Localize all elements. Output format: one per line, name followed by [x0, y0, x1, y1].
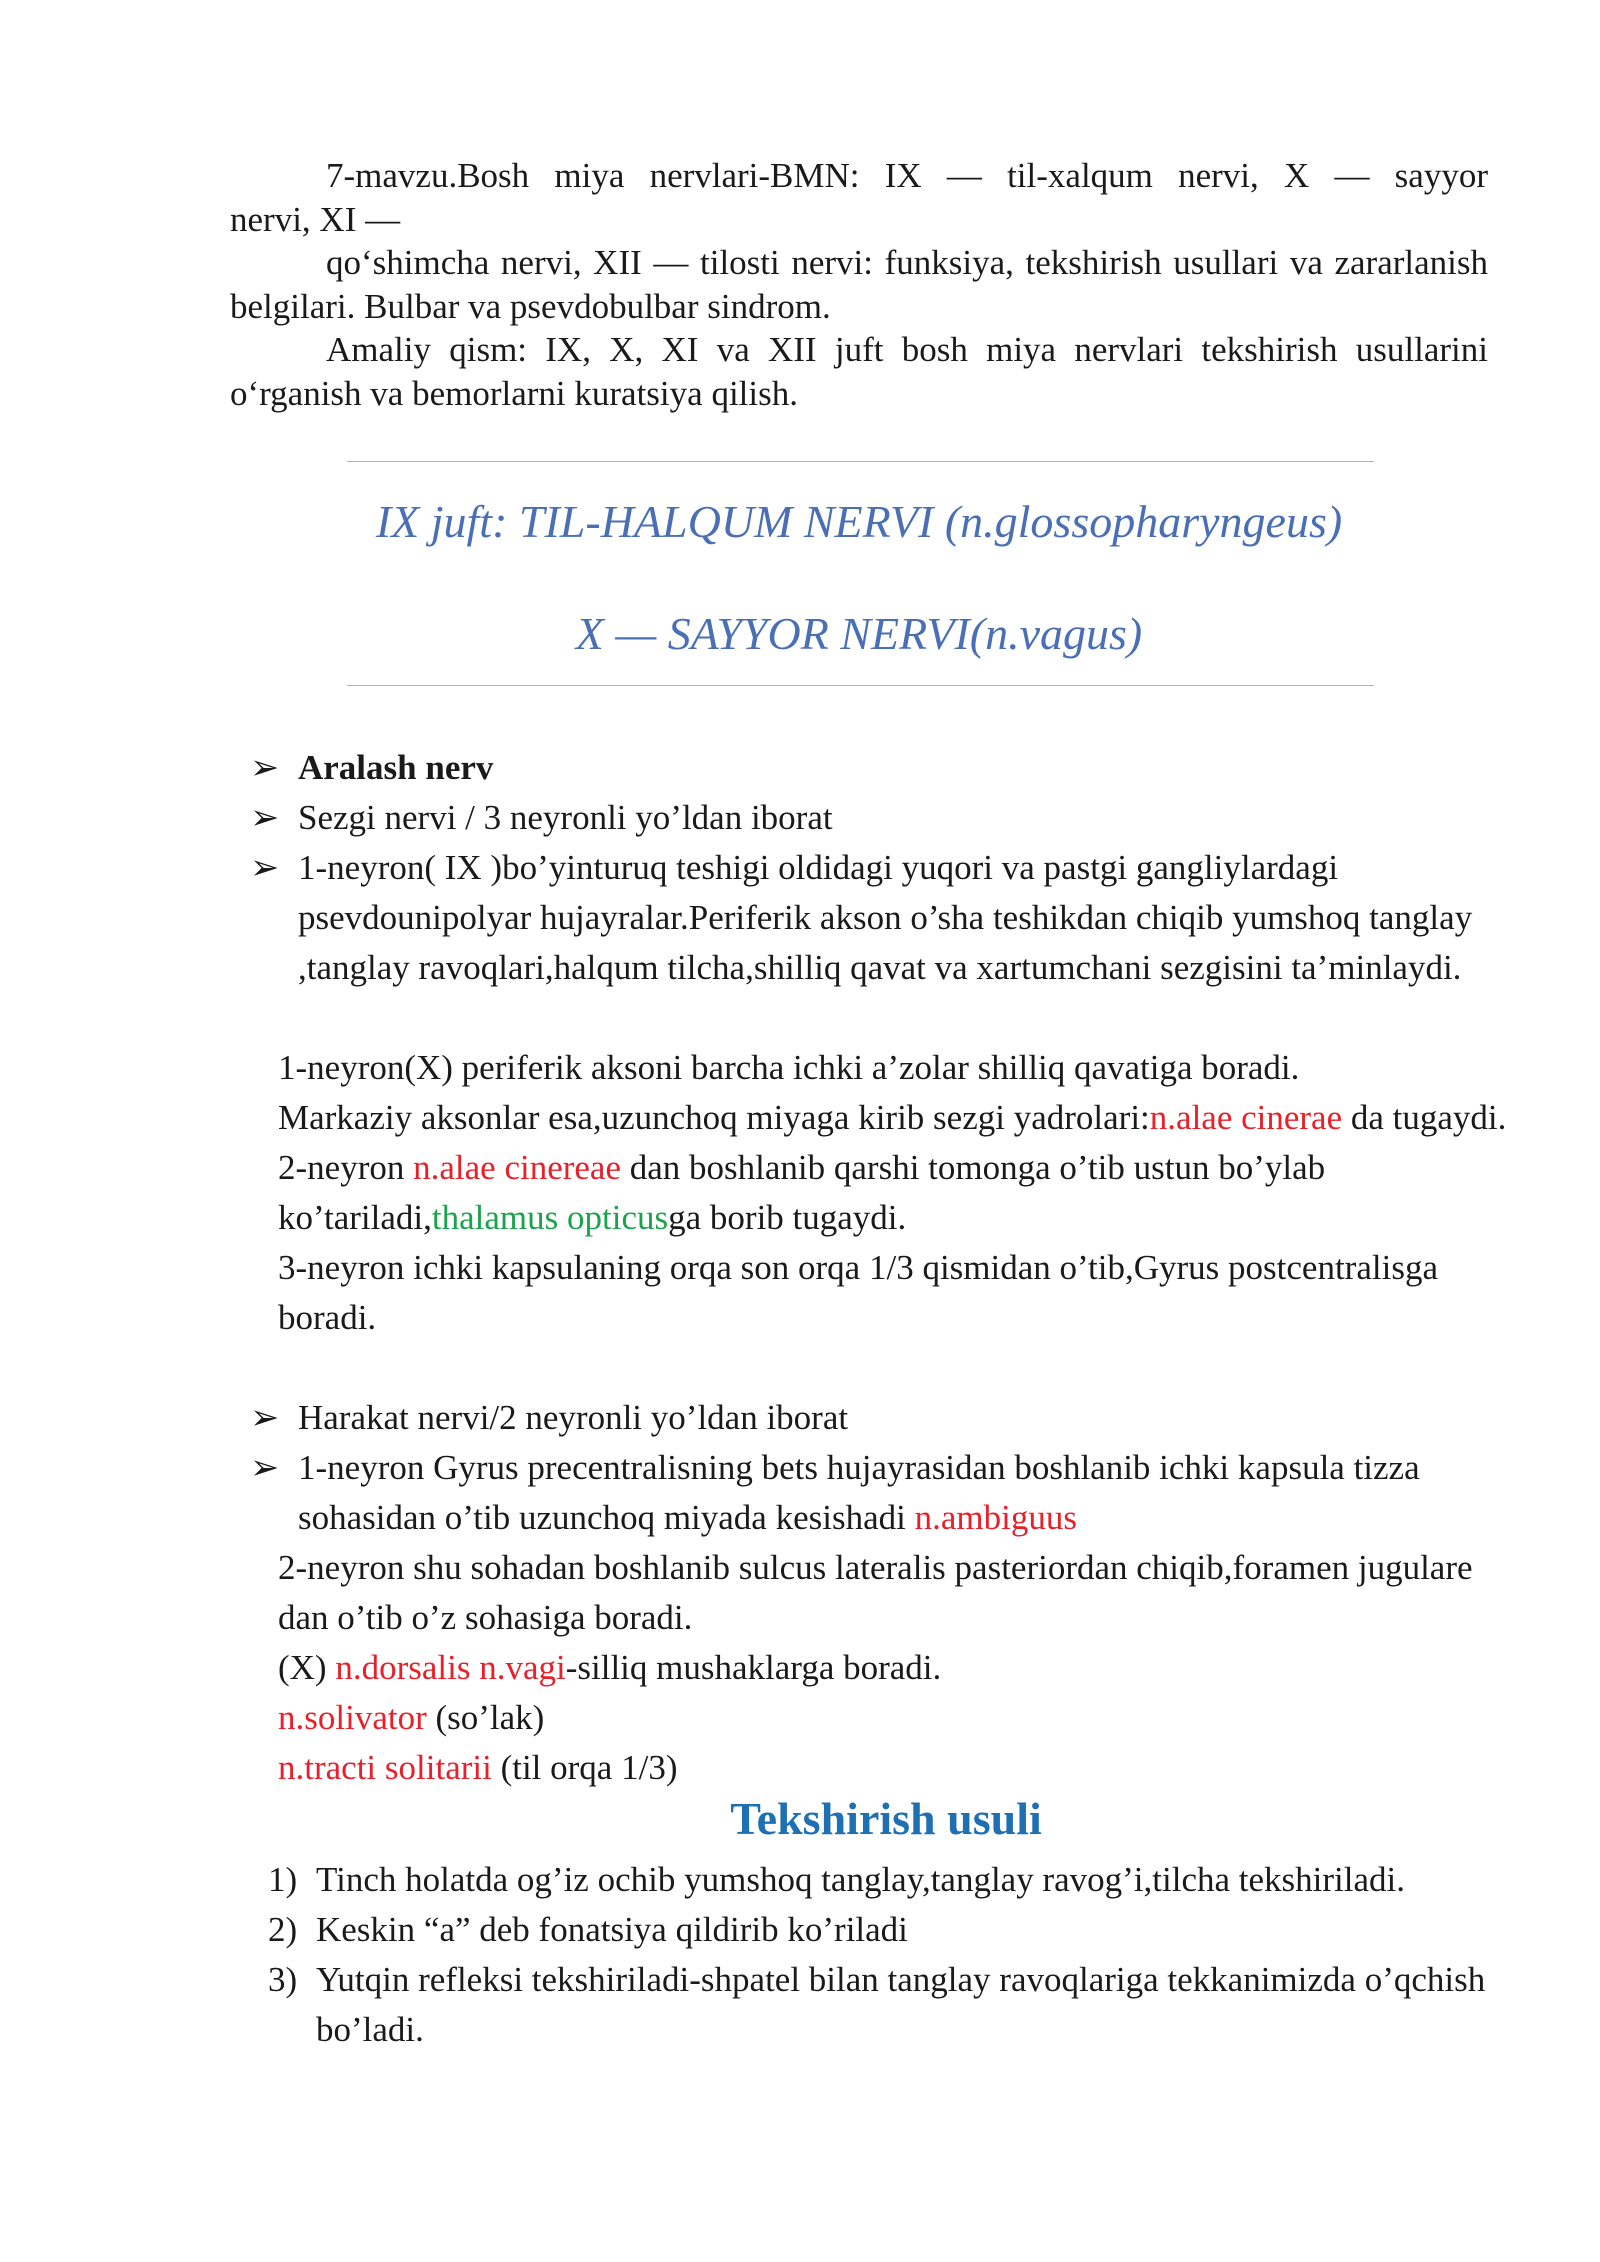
arrow-bullet-icon: ➢: [250, 1448, 280, 1487]
arrow-bullet-icon: ➢: [250, 848, 280, 887]
intro-paragraph-1: 7-mavzu.Bosh miya nervlari-BMN: IX — til-xalqum nervi, X — sayyor: [326, 156, 1488, 195]
heading-ix: IX juft: TIL-HALQUM NERVI (n.glossopharyngeus): [375, 496, 1343, 547]
list-item: [250, 1393, 1510, 1443]
list-item: [250, 793, 1510, 843]
motor-line-3: n.solivator (so’lak): [278, 1698, 545, 1737]
list-number: 3): [268, 1960, 298, 1999]
bottom-divider: [347, 685, 1374, 686]
top-divider: [347, 461, 1374, 462]
list-item: [268, 1905, 1528, 1955]
method-item-text: Yutqin refleksi tekshiriladi-shpatel bilan tanglay ravoqlariga tekkanimizda o’qchish bo’ladi.: [316, 1960, 1486, 2049]
method-item-text: Keskin “a” deb fonatsiya qildirib ko’riladi: [316, 1910, 908, 1949]
term-solivator: n.solivator: [278, 1698, 427, 1737]
heading-x: X — SAYYOR NERVI(n.vagus): [575, 608, 1143, 659]
bullet-first-neuron-ix: 1-neyron( IX )bo’yinturuq teshigi oldidagi yuqori va pastgi gangliylardagi psevdounipolyar hujayralar.Periferik akson o’sha teshikdan chiqib yumshoq tanglay ,tanglay ravoqlari,halqum tilcha,shilliq qavat va xartumchani sezgisini ta’minlaydi.: [298, 848, 1473, 987]
list-item: [250, 1443, 1510, 1543]
bullet-mixed-nerve: Aralash nerv: [298, 748, 494, 787]
method-title: Tekshirish usuli: [730, 1793, 1042, 1844]
method-item-text: Tinch holatda og’iz ochib yumshoq tanglay,tanglay ravog’i,tilcha tekshiriladi.: [316, 1860, 1405, 1899]
bullet-first-neuron-motor: 1-neyron Gyrus precentralisning bets hujayrasidan boshlanib ichki kapsula tizza sohasidan o’tib uzunchoq miyada kesishadi n.ambiguus: [298, 1448, 1420, 1537]
sensory-details: [278, 1043, 1518, 1343]
term-alae-cinereae: n.alae cinereae: [413, 1148, 621, 1187]
arrow-bullet-icon: ➢: [250, 798, 280, 837]
bullet-list-sensory: [250, 743, 1510, 993]
intro-paragraph-2: qo‘shimcha nervi, XII — tilosti nervi: funksiya, tekshirish usullari va zararlanish belgilari. Bulbar va psevdobulbar sindrom.: [230, 243, 1488, 326]
motor-line-2: (X) n.dorsalis n.vagi-silliq mushaklarga boradi.: [278, 1648, 942, 1687]
term-ambiguus: n.ambiguus: [914, 1498, 1077, 1537]
list-number: 1): [268, 1860, 298, 1899]
sensory-line-1: 1-neyron(X) periferik aksoni barcha ichki a’zolar shilliq qavatiga boradi.: [278, 1048, 1300, 1087]
sensory-line-2: Markaziy aksonlar esa,uzunchoq miyaga kirib sezgi yadrolari:n.alae cinerae da tugaydi.: [278, 1098, 1507, 1137]
sensory-line-4: 3-neyron ichki kapsulaning orqa son orqa 1/3 qismidan o’tib,Gyrus postcentralisga boradi.: [278, 1248, 1438, 1337]
term-dorsalis-vagi: n.dorsalis n.vagi: [335, 1648, 566, 1687]
intro-paragraph-1-cont: nervi, XI —: [230, 199, 401, 239]
list-number: 2): [268, 1910, 298, 1949]
list-item: [268, 1955, 1528, 2055]
sensory-line-3: 2-neyron n.alae cinereae dan boshlanib qarshi tomonga o’tib ustun bo’ylab ko’tariladi,thalamus opticusga borib tugaydi.: [278, 1148, 1326, 1237]
bullet-motor-nerve: Harakat nervi/2 neyronli yo’ldan iborat: [298, 1398, 849, 1437]
arrow-bullet-icon: ➢: [250, 748, 280, 787]
bullet-sensory-nerve: Sezgi nervi / 3 neyronli yo’ldan iborat: [298, 798, 833, 837]
arrow-bullet-icon: ➢: [250, 1398, 280, 1437]
motor-line-1: 2-neyron shu sohadan boshlanib sulcus lateralis pasteriordan chiqib,foramen jugulare dan o’tib o’z sohasiga boradi.: [278, 1548, 1473, 1637]
list-item: [250, 743, 1510, 793]
list-item: [268, 1855, 1528, 1905]
term-alae-cinerae: n.alae cinerae: [1149, 1098, 1343, 1137]
intro-block: [230, 154, 1488, 415]
motor-line-4: n.tracti solitarii (til orqa 1/3): [278, 1748, 678, 1787]
bullet-list-motor: [250, 1393, 1510, 1543]
method-list: [268, 1855, 1528, 2055]
list-item: [250, 843, 1510, 993]
intro-paragraph-3: Amaliy qism: IX, X, XI va XII juft bosh miya nervlari tekshirish usullarini o‘rganish va bemorlarni kuratsiya qilish.: [230, 330, 1488, 413]
term-tracti-solitarii: n.tracti solitarii: [278, 1748, 492, 1787]
term-thalamus-opticus: thalamus opticus: [431, 1198, 669, 1237]
motor-details: [278, 1543, 1518, 1793]
